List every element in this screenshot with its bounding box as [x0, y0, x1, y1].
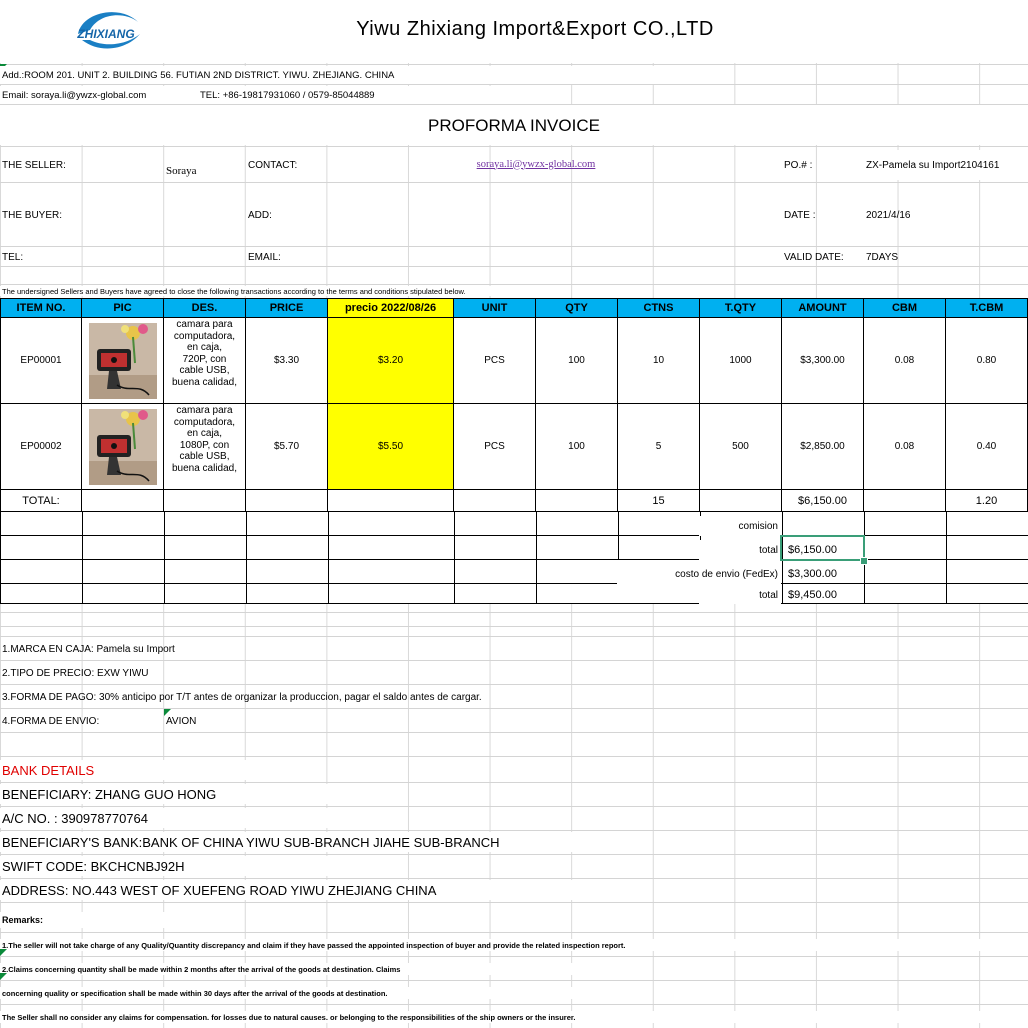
col-header-qty[interactable]: QTY	[535, 298, 618, 318]
row1-ctns[interactable]: 10	[617, 317, 700, 404]
envio-label: costo de envio (FedEx)	[617, 564, 781, 584]
row1-description[interactable]: camara para computadora, en caja, 720P, con cable USB, buena calidad,	[163, 317, 246, 404]
subtotal-label: total	[699, 540, 781, 560]
total-ctns[interactable]: 15	[617, 489, 700, 512]
bank-beneficiary: BENEFICIARY: ZHANG GUO HONG	[0, 784, 400, 804]
company-address: Add.:ROOM 201. UNIT 2. BUILDING 56. FUTIAN 2ND DISTRICT. YIWU. ZHEJIANG. CHINA	[0, 66, 700, 84]
col-header-tqty[interactable]: T.QTY	[699, 298, 782, 318]
po-label: PO.# :	[784, 159, 813, 171]
row1-tcbm[interactable]: 0.80	[945, 317, 1028, 404]
col-header-ctns[interactable]: CTNS	[617, 298, 700, 318]
webcam-product-image	[89, 409, 157, 485]
total-precio-cell[interactable]	[327, 489, 454, 512]
row2-precio[interactable]: $5.50	[327, 403, 454, 490]
date-label: DATE :	[784, 209, 816, 221]
company-tel: TEL: +86-19817931060 / 0579-85044889	[198, 86, 498, 104]
fill-handle[interactable]	[860, 557, 868, 565]
comision-label: comision	[699, 516, 781, 536]
col-header-price[interactable]: PRICE	[245, 298, 328, 318]
col-header-item[interactable]: ITEM NO.	[0, 298, 82, 318]
col-header-unit[interactable]: UNIT	[453, 298, 536, 318]
term-pago: 3.FORMA DE PAGO: 30% anticipo por T/T antes de organizar la produccion, pagar el saldo antes de cargar.	[2, 691, 482, 703]
email-label: EMAIL:	[248, 251, 281, 263]
total-pic-cell[interactable]	[81, 489, 164, 512]
company-logo	[60, 4, 152, 58]
row1-pic-cell[interactable]	[81, 317, 164, 404]
col-header-cbm[interactable]: CBM	[863, 298, 946, 318]
col-header-des[interactable]: DES.	[163, 298, 246, 318]
contact-email-link[interactable]: soraya.li@ywzx-global.com	[476, 158, 596, 170]
total-price-cell[interactable]	[245, 489, 328, 512]
remarks-title: Remarks:	[0, 912, 200, 928]
remark-line-1: 1.The seller will not take charge of any Quality/Quantity discrepancy and claim if they have passed the appointed inspection of buyer and provide the related inspection report.	[0, 939, 1028, 951]
bank-swift: SWIFT CODE: BKCHCNBJ92H	[0, 856, 400, 876]
valid-date-label: VALID DATE:	[784, 251, 844, 263]
buyer-label: THE BUYER:	[2, 209, 63, 221]
row2-tqty[interactable]: 500	[699, 403, 782, 490]
row2-ctns[interactable]: 5	[617, 403, 700, 490]
row2-item[interactable]: EP00002	[0, 403, 82, 490]
bank-name: BENEFICIARY'S BANK:BANK OF CHINA YIWU SUB-BRANCH JIAHE SUB-BRANCH	[0, 832, 600, 852]
remark-line-2: 2.Claims concerning quantity shall be made within 2 months after the arrival of the goods at destination. Claims	[0, 963, 600, 975]
total-label: TOTAL:	[0, 489, 82, 512]
total-cbm-cell[interactable]	[863, 489, 946, 512]
row1-amount[interactable]: $3,300.00	[781, 317, 864, 404]
document-title: PROFORMA INVOICE	[428, 116, 600, 135]
total-amount[interactable]: $6,150.00	[781, 489, 864, 512]
date-value[interactable]: 2021/4/16	[866, 209, 911, 221]
total-tcbm[interactable]: 1.20	[945, 489, 1028, 512]
row2-price[interactable]: $5.70	[245, 403, 328, 490]
row1-price[interactable]: $3.30	[245, 317, 328, 404]
valid-date-value[interactable]: 7DAYS	[866, 251, 899, 263]
col-header-pic[interactable]: PIC	[81, 298, 164, 318]
total-unit-cell[interactable]	[453, 489, 536, 512]
row1-qty[interactable]: 100	[535, 317, 618, 404]
contact-label: CONTACT:	[248, 159, 298, 171]
row2-amount[interactable]: $2,850.00	[781, 403, 864, 490]
col-header-amount[interactable]: AMOUNT	[781, 298, 864, 318]
col-header-tcbm[interactable]: T.CBM	[945, 298, 1028, 318]
row2-description[interactable]: camara para computadora, en caja, 1080P, con cable USB, buena calidad,	[163, 403, 246, 490]
invoice-table	[0, 298, 1028, 604]
total-des-cell[interactable]	[163, 489, 246, 512]
term-precio: 2.TIPO DE PRECIO: EXW YIWU	[2, 667, 149, 679]
row1-precio[interactable]: $3.20	[327, 317, 454, 404]
row1-tqty[interactable]: 1000	[699, 317, 782, 404]
seller-value[interactable]: Soraya	[166, 165, 197, 177]
row2-unit[interactable]: PCS	[453, 403, 536, 490]
row2-pic-cell[interactable]	[81, 403, 164, 490]
row2-tcbm[interactable]: 0.40	[945, 403, 1028, 490]
row1-unit[interactable]: PCS	[453, 317, 536, 404]
row1-cbm[interactable]: 0.08	[863, 317, 946, 404]
row1-item[interactable]: EP00001	[0, 317, 82, 404]
bank-address: ADDRESS: NO.443 WEST OF XUEFENG ROAD YIWU ZHEJIANG CHINA	[0, 880, 600, 900]
term-envio-value[interactable]: AVION	[166, 715, 197, 727]
grand-total-label: total	[699, 586, 781, 604]
tel-label: TEL:	[2, 251, 24, 263]
company-email: Email: soraya.li@ywzx-global.com	[0, 86, 170, 104]
envio-value[interactable]: $3,300.00	[788, 568, 837, 580]
webcam-product-image	[89, 323, 157, 399]
col-header-precio[interactable]: precio 2022/08/26	[327, 298, 454, 318]
agreement-text: The undersigned Sellers and Buyers have agreed to close the following transactions according to the terms and conditions stipulated below.	[0, 286, 560, 296]
logo-text: ZHIXIANG	[77, 27, 135, 41]
row2-qty[interactable]: 100	[535, 403, 618, 490]
bank-account: A/C NO. : 390978770764	[0, 808, 400, 828]
active-cell-selection	[780, 535, 865, 561]
term-marca: 1.MARCA EN CAJA: Pamela su Import	[2, 643, 175, 655]
po-value[interactable]: ZX-Pamela su Import2104161	[864, 150, 1028, 180]
row2-cbm[interactable]: 0.08	[863, 403, 946, 490]
subtotal-value[interactable]: $6,150.00	[788, 544, 837, 556]
total-qty-cell[interactable]	[535, 489, 618, 512]
total-tqty-cell[interactable]	[699, 489, 782, 512]
remark-line-3: concerning quality or specification shall be made within 30 days after the arrival of the goods at destination.	[0, 987, 600, 999]
company-name: Yiwu Zhixiang Import&Export CO.,LTD	[356, 18, 714, 40]
add-label: ADD:	[248, 209, 272, 221]
remark-line-4: The Seller shall no consider any claims for compensation. for losses due to natural causes. or belonging to the responsibilities of the ship owners or the insurer.	[0, 1011, 1028, 1023]
seller-label: THE SELLER:	[2, 159, 66, 171]
bank-details-title: BANK DETAILS	[0, 760, 300, 780]
grand-total-value[interactable]: $9,450.00	[788, 589, 837, 601]
term-envio: 4.FORMA DE ENVIO:	[2, 715, 100, 727]
